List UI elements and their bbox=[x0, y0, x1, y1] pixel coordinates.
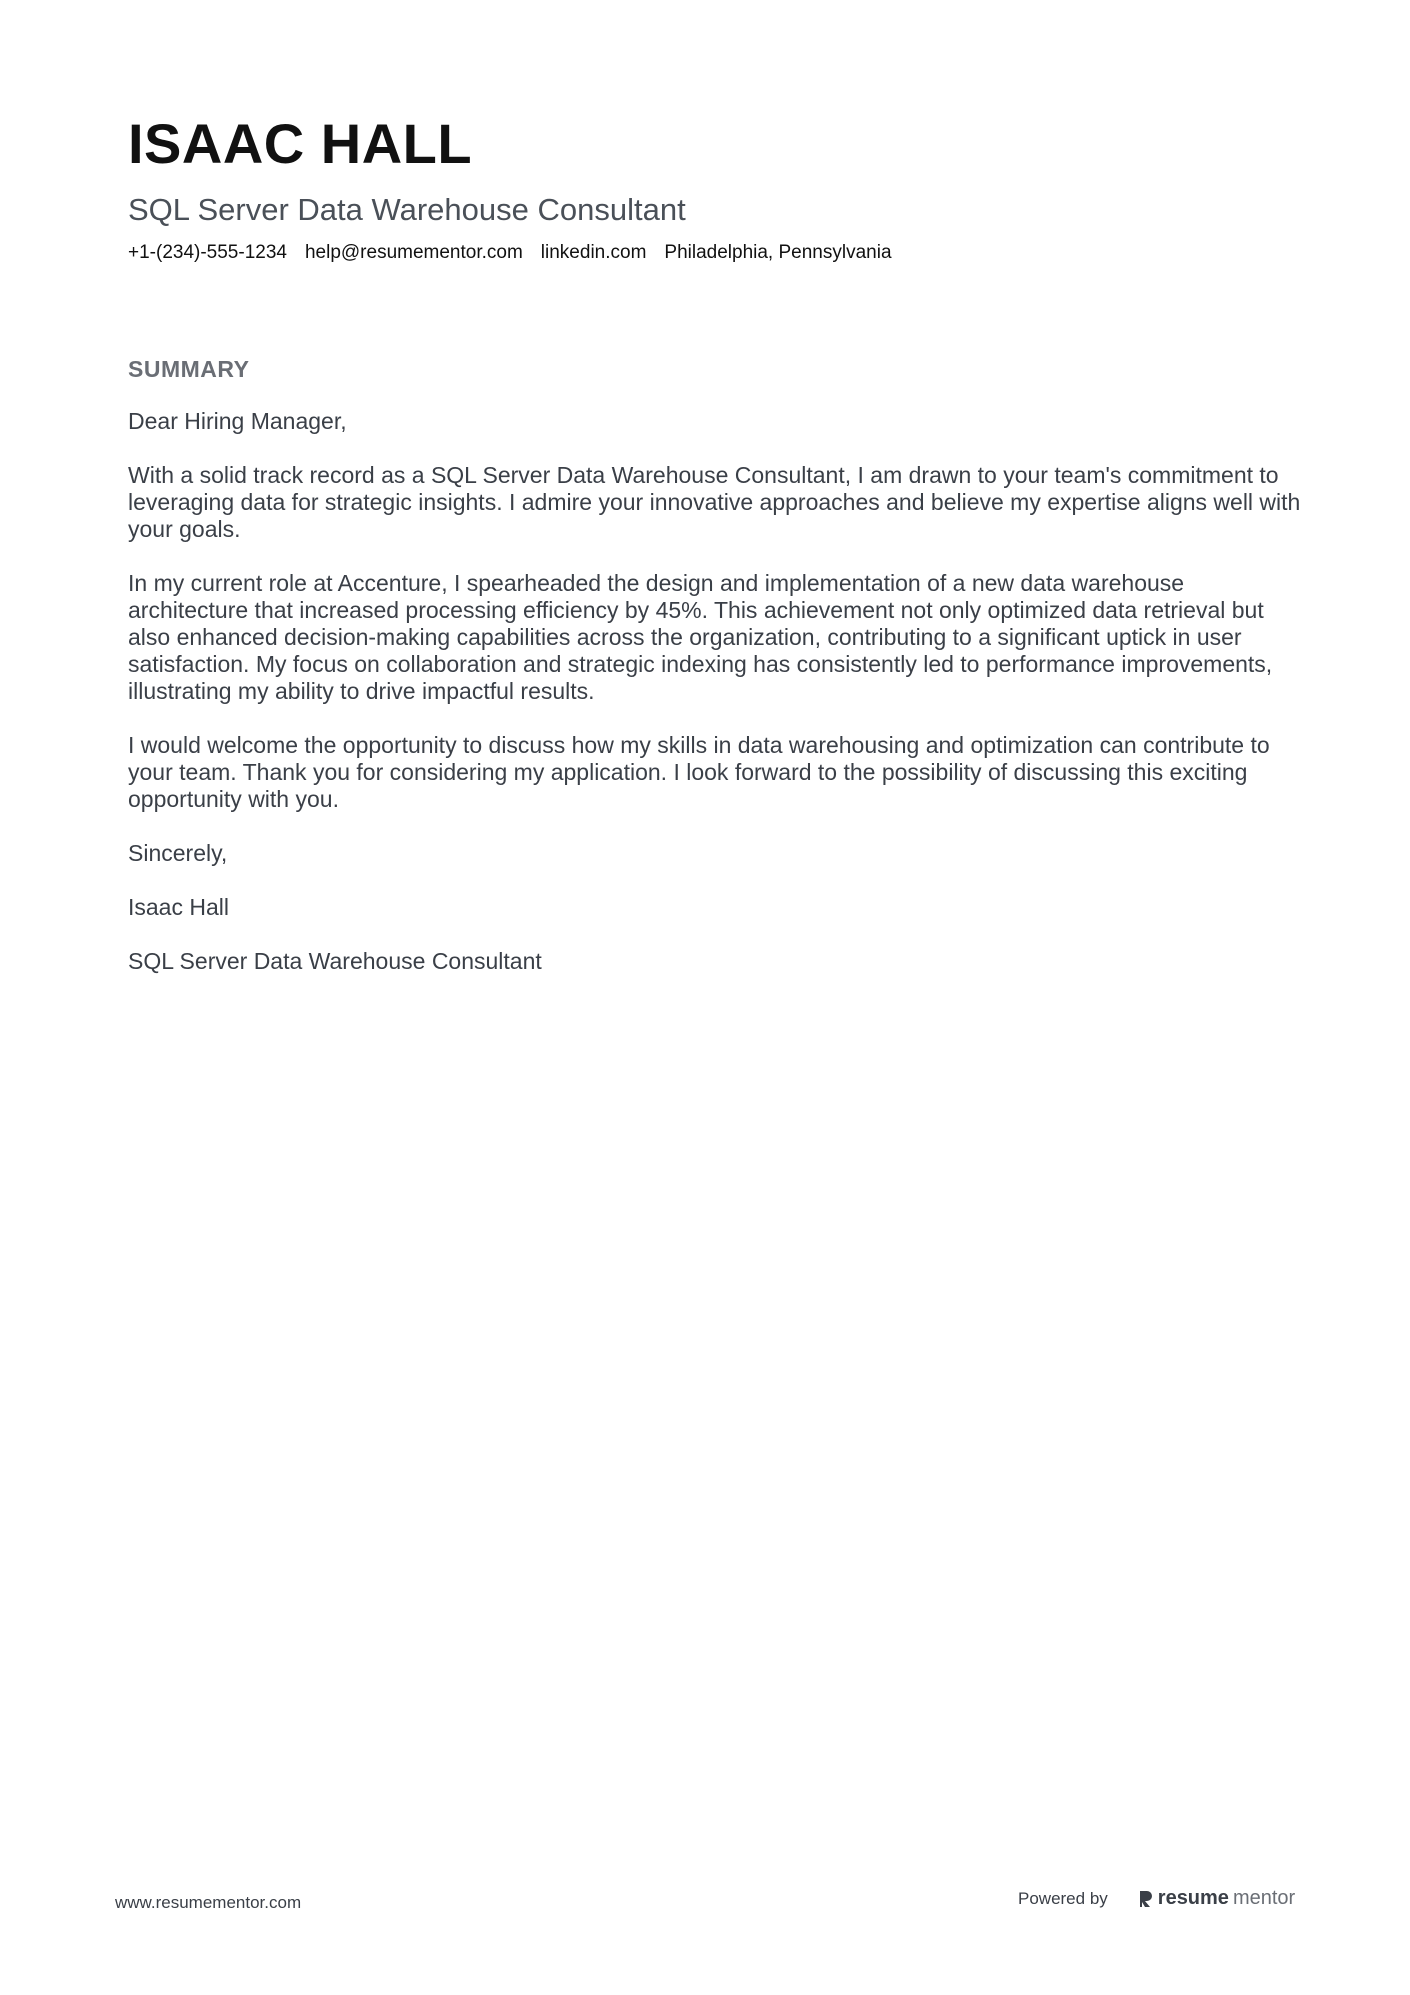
brand-name-light: mentor bbox=[1232, 1887, 1296, 1909]
contact-location: Philadelphia, Pennsylvania bbox=[664, 242, 892, 263]
footer-powered-by bbox=[1018, 1887, 1295, 1910]
powered-by-label: Powered by bbox=[1018, 1888, 1108, 1908]
letter-paragraph-1: With a solid track record as a SQL Server Data Warehouse Consultant, I am drawn to your team's commitment to leveraging data for strategic insights. I admire your innovative approaches and believe my expertise aligns well with your goals. bbox=[128, 462, 1301, 542]
letter-body bbox=[128, 408, 1308, 975]
candidate-name: ISAAC HALL bbox=[128, 112, 473, 175]
signature-name: Isaac Hall bbox=[128, 894, 229, 920]
brand-mark-icon bbox=[1138, 1889, 1154, 1909]
signature-title: SQL Server Data Warehouse Consultant bbox=[128, 948, 542, 974]
contact-email[interactable]: help@resumementor.com bbox=[304, 242, 523, 263]
letter-paragraph-2: In my current role at Accenture, I spearheaded the design and implementation of a new data warehouse architecture that increased processing efficiency by 45%. This achievement not only optimized data retrieval but also enhanced decision-making capabilities across the organization, contributing to a significant uptick in user satisfaction. My focus on collaboration and strategic indexing has consistently led to performance improvements, illustrating my ability to drive impactful results. bbox=[128, 570, 1273, 704]
candidate-title: SQL Server Data Warehouse Consultant bbox=[128, 192, 686, 227]
letter-greeting: Dear Hiring Manager, bbox=[128, 408, 347, 434]
letter-closing: Sincerely, bbox=[128, 840, 228, 866]
letter-paragraph-3: I would welcome the opportunity to discuss how my skills in data warehousing and optimization can contribute to your team. Thank you for considering my application. I look forward to the possibility of discussing this exciting opportunity with you. bbox=[128, 732, 1270, 812]
brand-logo[interactable] bbox=[1138, 1887, 1295, 1910]
contact-line bbox=[128, 240, 1308, 266]
footer-website[interactable]: www.resumementor.com bbox=[115, 1893, 302, 1912]
brand-name-bold: resume bbox=[1157, 1887, 1229, 1909]
contact-phone: +1-(234)-555-1234 bbox=[128, 242, 287, 263]
contact-linkedin[interactable]: linkedin.com bbox=[540, 242, 647, 263]
summary-heading: SUMMARY bbox=[128, 356, 250, 382]
cover-letter-page bbox=[128, 110, 1308, 1002]
